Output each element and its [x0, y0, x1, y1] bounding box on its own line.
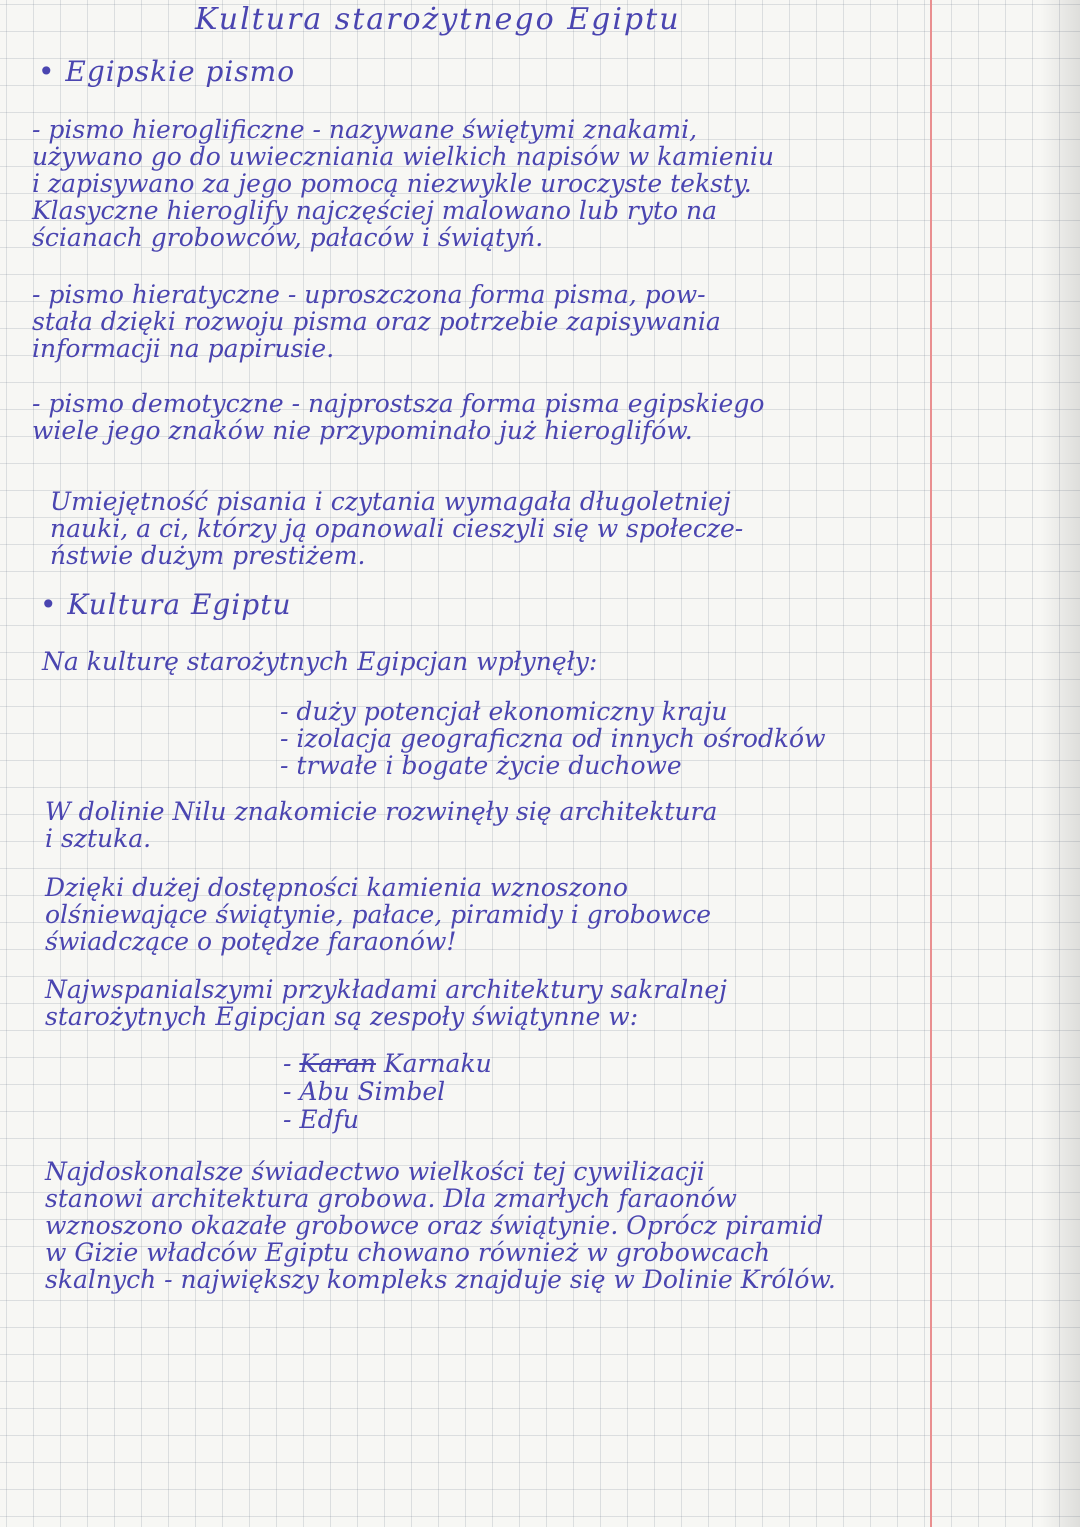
text-line: - pismo demotyczne - najprostsza forma pisma egipskiego	[32, 389, 765, 418]
text-line: Najwspanialszymi przykładami architektury sakralnej	[45, 975, 727, 1004]
list-item: - trwałe i bogate życie duchowe	[280, 751, 682, 780]
page-edge-shadow	[1040, 0, 1080, 1527]
struck-word: Karan	[299, 1049, 376, 1078]
list-item: - Karan Karnaku	[283, 1049, 492, 1078]
text-line: informacji na papirusie.	[32, 334, 335, 363]
text-line: Na kulturę starożytnych Egipcjan wpłynęły:	[42, 647, 598, 676]
text-line: Najdoskonalsze świadectwo wielkości tej cywilizacji	[45, 1157, 705, 1186]
text-line: wiele jego znaków nie przypominało już hieroglifów.	[32, 416, 693, 445]
text-line: olśniewające świątynie, pałace, piramidy i grobowce	[45, 900, 711, 929]
text-line: - pismo hieratyczne - uproszczona forma pisma, pow-	[32, 280, 706, 309]
margin-line	[930, 0, 932, 1527]
text-line: ścianach grobowców, pałaców i świątyń.	[32, 223, 544, 252]
section-heading: • Kultura Egiptu	[40, 588, 292, 621]
text-line: Umiejętność pisania i czytania wymagała długoletniej	[50, 487, 731, 516]
text-line: ństwie dużym prestiżem.	[50, 541, 366, 570]
text-line: i zapisywano za jego pomocą niezwykle uroczyste teksty.	[32, 169, 752, 198]
text-line: nauki, a ci, którzy ją opanowali cieszyli się w społecze-	[50, 514, 744, 543]
text-line: w Gizie władców Egiptu chowano również w grobowcach	[45, 1238, 771, 1267]
text-line: i sztuka.	[45, 824, 152, 853]
page-title: Kultura starożytnego Egiptu	[195, 2, 681, 37]
list-item: - duży potencjał ekonomiczny kraju	[280, 697, 728, 726]
text-line: Dzięki dużej dostępności kamienia wznoszono	[45, 873, 628, 902]
text-line: - pismo hieroglificzne - nazywane świętymi znakami,	[32, 115, 698, 144]
text-line: W dolinie Nilu znakomicie rozwinęły się architektura	[45, 797, 718, 826]
text-line: używano go do uwieczniania wielkich napisów w kamieniu	[32, 142, 774, 171]
text-line: skalnych - największy kompleks znajduje się w Dolinie Królów.	[45, 1265, 836, 1294]
text-line: świadczące o potędze faraonów!	[45, 927, 457, 956]
list-item: - Abu Simbel	[283, 1077, 446, 1106]
text-line: stała dzięki rozwoju pisma oraz potrzebie zapisywania	[32, 307, 721, 336]
text-line: wznoszono okazałe grobowce oraz świątynie. Oprócz piramid	[45, 1211, 824, 1240]
list-item-text: Karnaku	[383, 1049, 492, 1078]
list-item: - Edfu	[283, 1105, 360, 1134]
section-heading: • Egipskie pismo	[38, 55, 296, 88]
text-line: stanowi architektura grobowa. Dla zmarłych faraonów	[45, 1184, 737, 1213]
list-item: - izolacja geograficzna od innych ośrodków	[280, 724, 826, 753]
text-line: Klasyczne hieroglify najczęściej malowano lub ryto na	[32, 196, 718, 225]
text-line: starożytnych Egipcjan są zespoły świątynne w:	[45, 1002, 639, 1031]
